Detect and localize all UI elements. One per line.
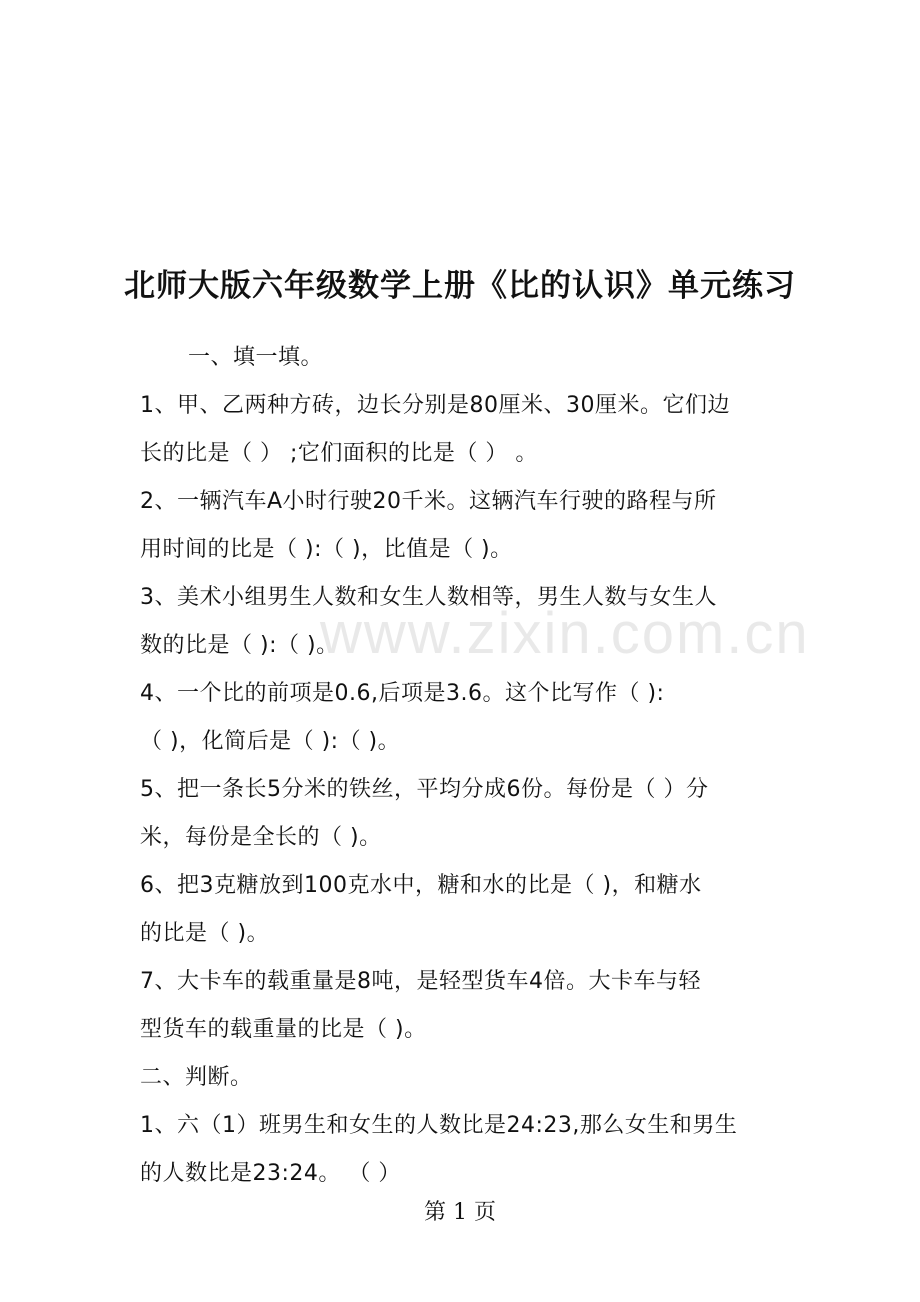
question-line: 3、美术小组男生人数和女生人数相等，男生人数与女生人	[140, 585, 717, 610]
question-line: 4、一个比的前项是0.6,后项是3.6。这个比写作（ ):	[140, 681, 665, 706]
question-line: 型货车的载重量的比是（ )。	[140, 1017, 427, 1042]
question-line: 数的比是（ ):（ )。	[140, 633, 339, 658]
page-number: 第 1 页	[424, 1200, 496, 1225]
question-line: 5、把一条长5分米的铁丝，平均分成6份。每份是（ ）分	[140, 777, 709, 802]
question-line: 1、六（1）班男生和女生的人数比是24:23,那么女生和男生	[140, 1113, 738, 1138]
question-line: 6、把3克糖放到100克水中，糖和水的比是（ )，和糖水	[140, 873, 702, 898]
question-line: （ )，化简后是（ ):（ )。	[140, 729, 401, 754]
question-line: 用时间的比是（ ):（ )，比值是（ )。	[140, 537, 513, 562]
question-line: 1、甲、乙两种方砖，边长分别是80厘米、30厘米。它们边	[140, 393, 730, 418]
document-title: 北师大版六年级数学上册《比的认识》单元练习	[124, 268, 796, 304]
watermark: www.zixin.com.cn	[320, 601, 810, 666]
question-line: 米，每份是全长的（ )。	[140, 825, 382, 850]
question-line: 2、一辆汽车A小时行驶20千米。这辆汽车行驶的路程与所	[140, 489, 717, 514]
section-heading-judge: 二、判断。	[140, 1065, 253, 1090]
question-line: 7、大卡车的载重量是8吨，是轻型货车4倍。大卡车与轻	[140, 969, 701, 994]
section-heading-fill-in: 一、填一填。	[188, 345, 324, 370]
question-line: 的人数比是23:24。 （ ）	[140, 1161, 401, 1186]
question-line: 的比是（ )。	[140, 921, 270, 946]
question-line: 长的比是（ ） ;它们面积的比是（ ） 。	[140, 441, 538, 466]
